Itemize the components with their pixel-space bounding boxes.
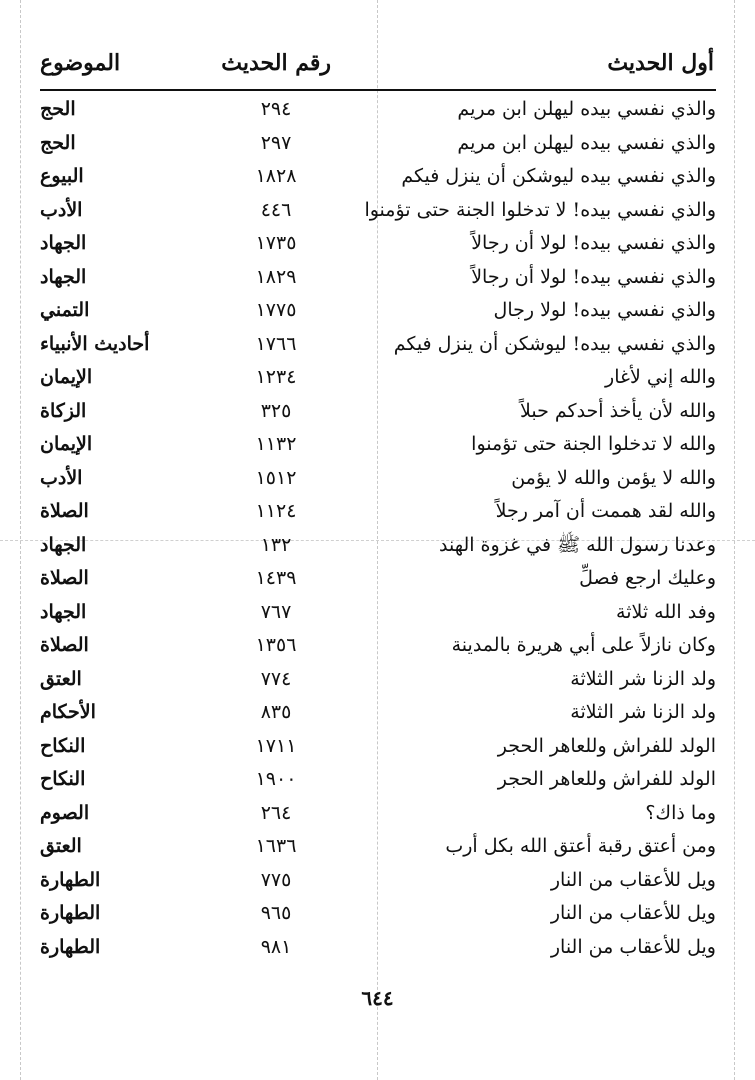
topic-text: الإيمان — [40, 366, 93, 388]
topic-text: الصوم — [40, 801, 90, 824]
hadith-start-text: والله لا يؤمن والله لا يؤمن — [511, 466, 716, 489]
hadith-start-text: الولد للفراش وللعاهر الحجر — [497, 734, 716, 757]
hadith-number: ٣٢٥ — [260, 399, 292, 422]
table-row — [40, 92, 716, 126]
table-row — [40, 595, 716, 629]
hadith-start-text: والله لا تدخلوا الجنة حتى تؤمنوا — [471, 433, 716, 455]
hadith-number: ١٣٥٦ — [255, 634, 297, 656]
hadith-start-text: والذي نفسي بيده! لولا أن رجالاً — [471, 232, 716, 254]
hadith-number: ٨٣٥ — [260, 701, 292, 723]
topic-text: العتق — [40, 835, 82, 857]
hadith-number: ٩٦٥ — [260, 902, 292, 924]
hadith-start-text: ومن أعتق رقبة أعتق الله بكل أرب — [445, 835, 716, 857]
table-row — [40, 863, 716, 897]
table-row — [40, 293, 716, 327]
table-row — [40, 126, 716, 160]
hadith-start-text: الولد للفراش وللعاهر الحجر — [497, 768, 716, 790]
hadith-start-text: والذي نفسي بيده! لا تدخلوا الجنة حتى تؤمنوا — [364, 198, 716, 221]
table-row — [40, 461, 716, 495]
table-row — [40, 193, 716, 227]
hadith-start-text: ولد الزنا شر الثلاثة — [570, 701, 716, 723]
topic-text: الزكاة — [40, 399, 87, 422]
topic-text: الأدب — [40, 198, 83, 221]
topic-text: الصلاة — [40, 500, 89, 522]
table-row — [40, 327, 716, 361]
hadith-number: ١٥١٢ — [255, 466, 297, 489]
header-divider — [40, 89, 716, 91]
hadith-number: ١٧١١ — [255, 734, 297, 757]
hadith-number: ١١٢٤ — [255, 500, 297, 522]
hadith-start-text: والذي نفسي بيده! لولا أن رجالاً — [471, 265, 716, 288]
hadith-number: ١٣٢ — [260, 533, 292, 556]
topic-text: الصلاة — [40, 567, 89, 589]
table-row — [40, 729, 716, 763]
topic-text: الأدب — [40, 466, 83, 489]
topic-text: النكاح — [40, 734, 86, 757]
hadith-number: ٧٧٥ — [260, 868, 292, 891]
hadith-start-text: والذي نفسي بيده ليوشكن أن ينزل فيكم — [401, 165, 716, 187]
table-row — [40, 628, 716, 662]
hadith-number: ٩٨١ — [260, 935, 292, 958]
hadith-start-text: وفد الله ثلاثة — [616, 600, 716, 623]
hadith-start-text: والله لقد هممت أن آمر رجلاً — [495, 500, 716, 522]
hadith-number: ١٨٢٨ — [255, 165, 297, 187]
table-row — [40, 695, 716, 729]
topic-text: البيوع — [40, 165, 84, 187]
topic-text: الصلاة — [40, 634, 89, 656]
table-row — [40, 896, 716, 930]
hadith-number: ١٦٣٦ — [255, 835, 297, 857]
topic-text: الجهاد — [40, 533, 87, 556]
hadith-number: ٢٦٤ — [260, 801, 292, 824]
hadith-start-text: والذي نفسي بيده ليهلن ابن مريم — [457, 131, 716, 154]
topic-text: الطهارة — [40, 935, 101, 958]
table-row — [40, 226, 716, 260]
hadith-start-text: وعدنا رسول الله ﷺ في غزوة الهند — [438, 533, 716, 556]
hadith-number: ١١٣٢ — [255, 433, 297, 455]
table-row — [40, 394, 716, 428]
hadith-number: ٧٦٧ — [260, 600, 292, 623]
hadith-number: ١٧٦٦ — [255, 332, 297, 355]
hadith-number: ١٨٢٩ — [255, 265, 297, 288]
hadith-number: ١٧٧٥ — [255, 299, 297, 321]
hadith-start-text: والله إني لأغار — [605, 366, 716, 388]
topic-text: العتق — [40, 667, 82, 690]
hadith-number: ١٧٣٥ — [255, 232, 297, 254]
hadith-number: ٧٧٤ — [260, 667, 292, 690]
table-row — [40, 930, 716, 964]
topic-text: الحج — [40, 98, 76, 120]
table-row — [40, 561, 716, 595]
topic-text: الجهاد — [40, 600, 87, 623]
topic-text: الجهاد — [40, 265, 87, 288]
topic-text: التمني — [40, 299, 90, 321]
topic-text: الجهاد — [40, 232, 87, 254]
table-row — [40, 360, 716, 394]
table-row — [40, 662, 716, 696]
hadith-start-text: والذي نفسي بيده ليهلن ابن مريم — [457, 98, 716, 120]
topic-text: الحج — [40, 131, 76, 154]
hadith-start-text: ويل للأعقاب من النار — [550, 868, 716, 891]
page-number: ٦٤٤ — [361, 986, 394, 1010]
header-hadith-start: أول الحديث — [607, 50, 714, 76]
hadith-start-text: والذي نفسي بيده! لولا رجال — [493, 299, 716, 321]
hadith-number: ١٤٣٩ — [255, 567, 297, 589]
hadith-start-text: ولد الزنا شر الثلاثة — [570, 667, 716, 690]
hadith-start-text: ويل للأعقاب من النار — [550, 902, 716, 924]
hadith-number: ٤٤٦ — [260, 198, 292, 221]
topic-text: أحاديث الأنبياء — [40, 332, 150, 355]
hadith-start-text: والذي نفسي بيده! ليوشكن أن ينزل فيكم — [393, 332, 716, 355]
table-row — [40, 494, 716, 528]
header-topic: الموضوع — [40, 50, 121, 76]
header-hadith-number: رقم الحديث — [221, 50, 331, 76]
hadith-number: ٢٩٧ — [260, 131, 292, 154]
table-row — [40, 762, 716, 796]
hadith-start-text: وكان نازلاً على أبي هريرة بالمدينة — [451, 634, 716, 656]
hadith-number: ٢٩٤ — [260, 98, 292, 120]
table-header — [40, 50, 716, 90]
topic-text: الطهارة — [40, 902, 101, 924]
topic-text: النكاح — [40, 768, 86, 790]
table-row — [40, 159, 716, 193]
hadith-start-text: ويل للأعقاب من النار — [550, 935, 716, 958]
hadith-start-text: والله لأن يأخذ أحدكم حبلاً — [520, 399, 716, 422]
topic-text: الأحكام — [40, 701, 96, 723]
hadith-number: ١٩٠٠ — [255, 768, 297, 790]
table-row — [40, 829, 716, 863]
hadith-start-text: وعليك ارجع فصلِّ — [579, 567, 716, 589]
hadith-number: ١٢٣٤ — [255, 366, 297, 388]
table-row — [40, 796, 716, 830]
table-row — [40, 528, 716, 562]
topic-text: الإيمان — [40, 433, 93, 455]
table-row — [40, 427, 716, 461]
table-row — [40, 260, 716, 294]
hadith-start-text: وما ذاك؟ — [645, 801, 716, 824]
index-table — [40, 92, 716, 963]
topic-text: الطهارة — [40, 868, 101, 891]
